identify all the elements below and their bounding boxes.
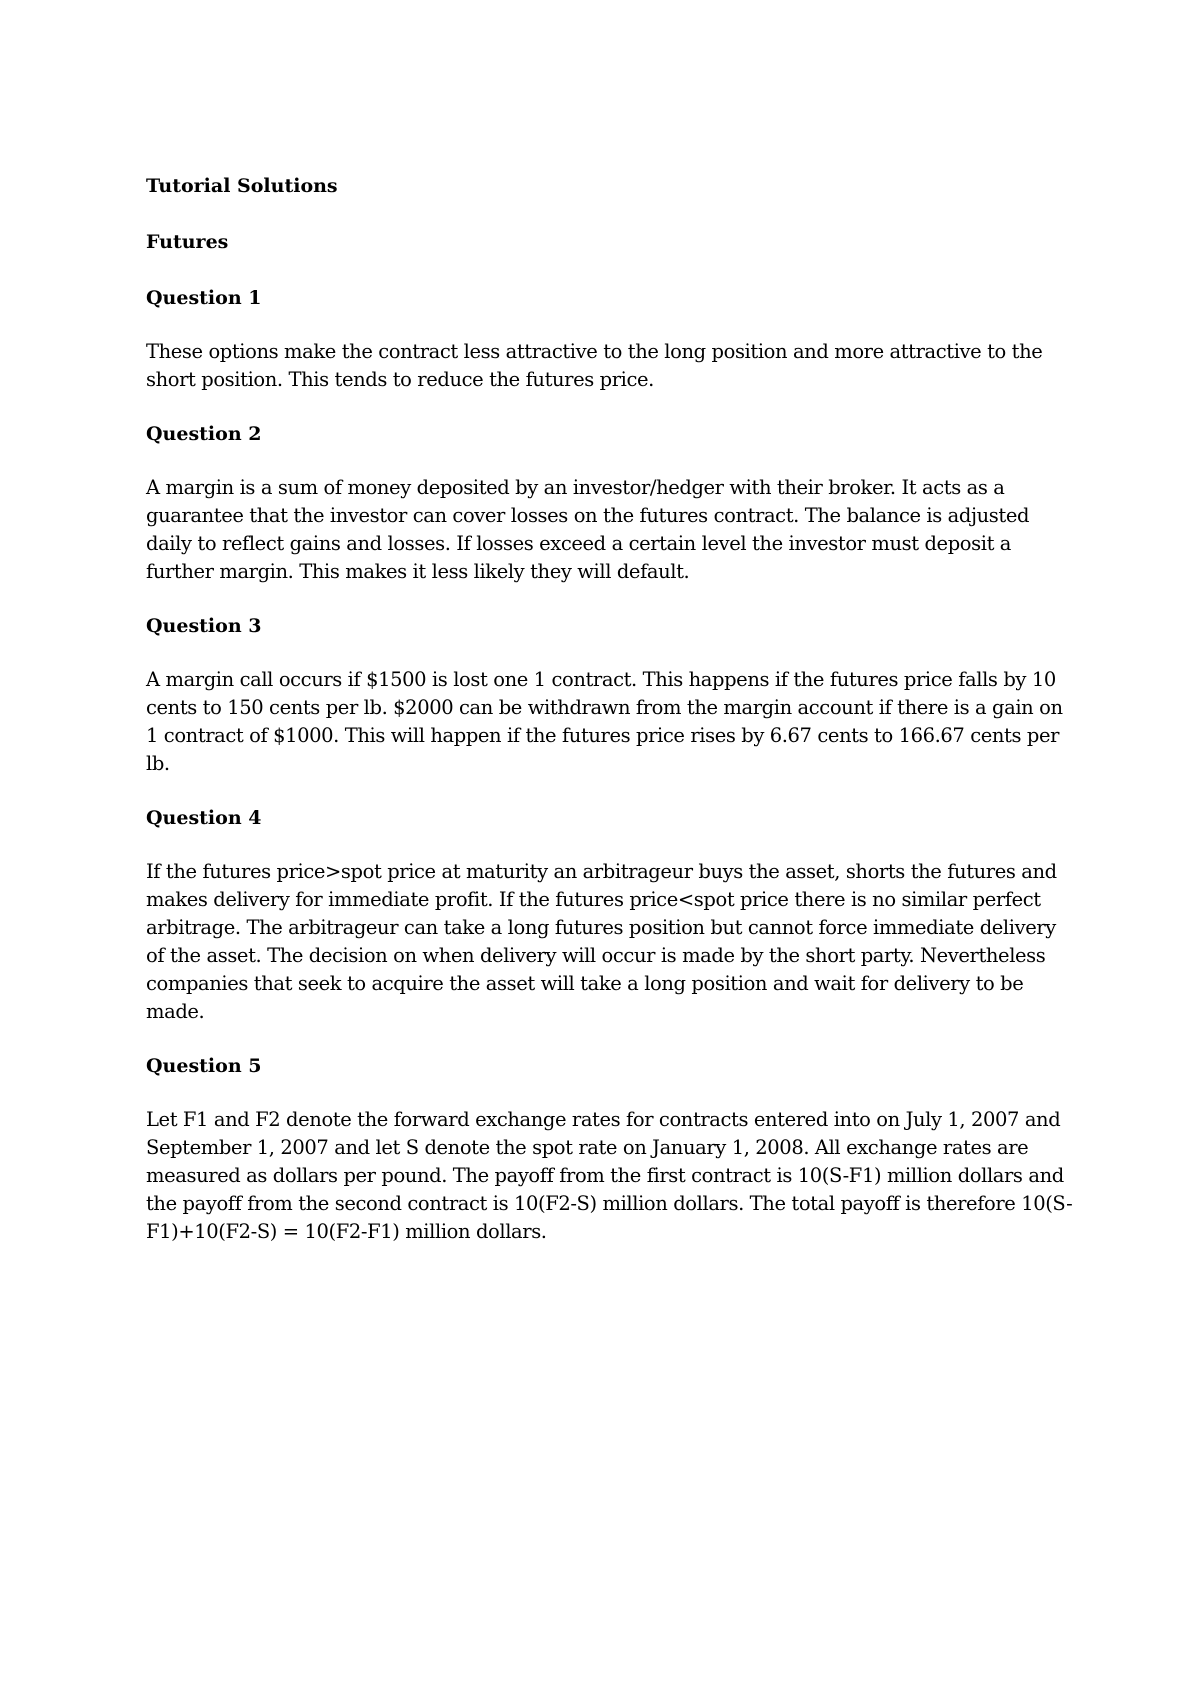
question-5-answer: Let F1 and F2 denote the forward exchange rates for contracts entered into on July 1, 2007 and September 1, 2007 and let S denote the spot rate on January 1, 2008. All exchange rates are measured as dollars per pound. The payoff from the first contract is 10(S-F1) million dollars and the payoff from the second contract is 10(F2-S) million dollars. The total payoff is therefore 10(S-F1)+10(F2-S) = 10(F2-F1) million dollars. [146, 1108, 1073, 1243]
question-5-heading: Question 5 [146, 1055, 262, 1077]
question-3-heading: Question 3 [146, 615, 262, 637]
question-1-answer: These options make the contract less attractive to the long position and more attractive to the short position. This tends to reduce the futures price. [146, 340, 1043, 391]
question-4-answer: If the futures price>spot price at maturity an arbitrageur buys the asset, shorts the futures and makes delivery for immediate profit. If the futures price<spot price there is no similar perfect arbitrage. The arbitrageur can take a long futures position but cannot force immediate delivery of the asset. The decision on when delivery will occur is made by the short party. Nevertheless companies that seek to acquire the asset will take a long position and wait for delivery to be made. [146, 860, 1057, 1023]
question-4-heading: Question 4 [146, 807, 262, 829]
document-content [146, 172, 1076, 1272]
question-1-heading: Question 1 [146, 287, 262, 309]
question-3-answer: A margin call occurs if $1500 is lost one 1 contract. This happens if the futures price falls by 10 cents to 150 cents per lb. $2000 can be withdrawn from the margin account if there is a gain on 1 contract of $1000. This will happen if the futures price rises by 6.67 cents to 166.67 cents per lb. [146, 668, 1063, 775]
document-title: Tutorial Solutions [146, 175, 338, 197]
question-2-answer: A margin is a sum of money deposited by an investor/hedger with their broker. It acts as a guarantee that the investor can cover losses on the futures contract. The balance is adjusted daily to reflect gains and losses. If losses exceed a certain level the investor must deposit a further margin. This makes it less likely they will default. [146, 476, 1030, 583]
question-2-heading: Question 2 [146, 423, 262, 445]
section-title: Futures [146, 231, 229, 253]
